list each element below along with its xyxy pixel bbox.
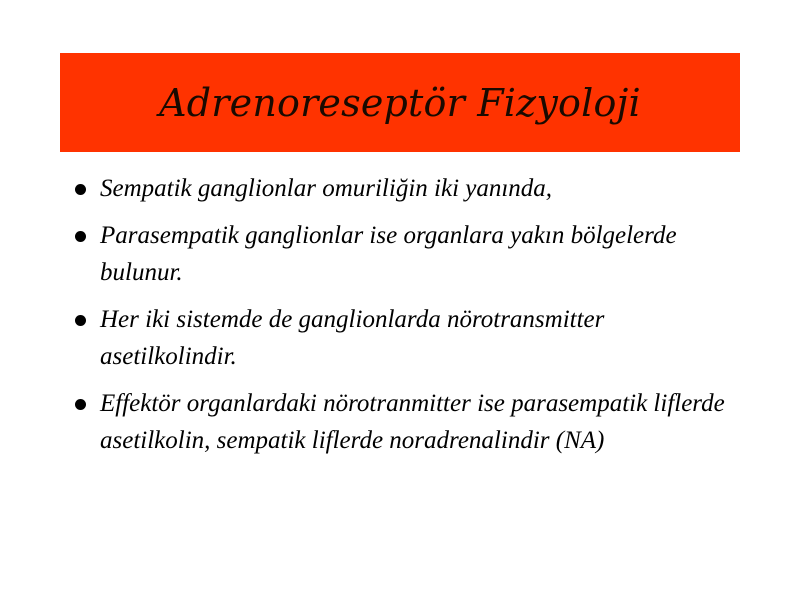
bullet-icon [75, 315, 86, 326]
bullet-list [72, 170, 732, 469]
bullet-text: Sempatik ganglionlar omuriliğin iki yanında, [100, 175, 553, 202]
bullet-text: Parasempatik ganglionlar ise organlara yakın bölgelerde bulunur. [100, 222, 677, 286]
bullet-icon [75, 184, 86, 195]
bullet-icon [75, 399, 86, 410]
bullet-item [72, 385, 732, 459]
bullet-text: Her iki sistemde de ganglionlarda nörotransmitter asetilkolindir. [100, 306, 605, 370]
bullet-item [72, 217, 732, 291]
bullet-item [72, 170, 732, 207]
slide-title: Adrenoreseptör Fizyoloji [159, 80, 641, 125]
title-band [60, 53, 740, 152]
bullet-text: Effektör organlardaki nörotranmitter ise parasempatik liflerde asetilkolin, sempatik liflerde noradrenalindir (NA) [100, 390, 725, 454]
bullet-item [72, 301, 732, 375]
bullet-icon [75, 231, 86, 242]
